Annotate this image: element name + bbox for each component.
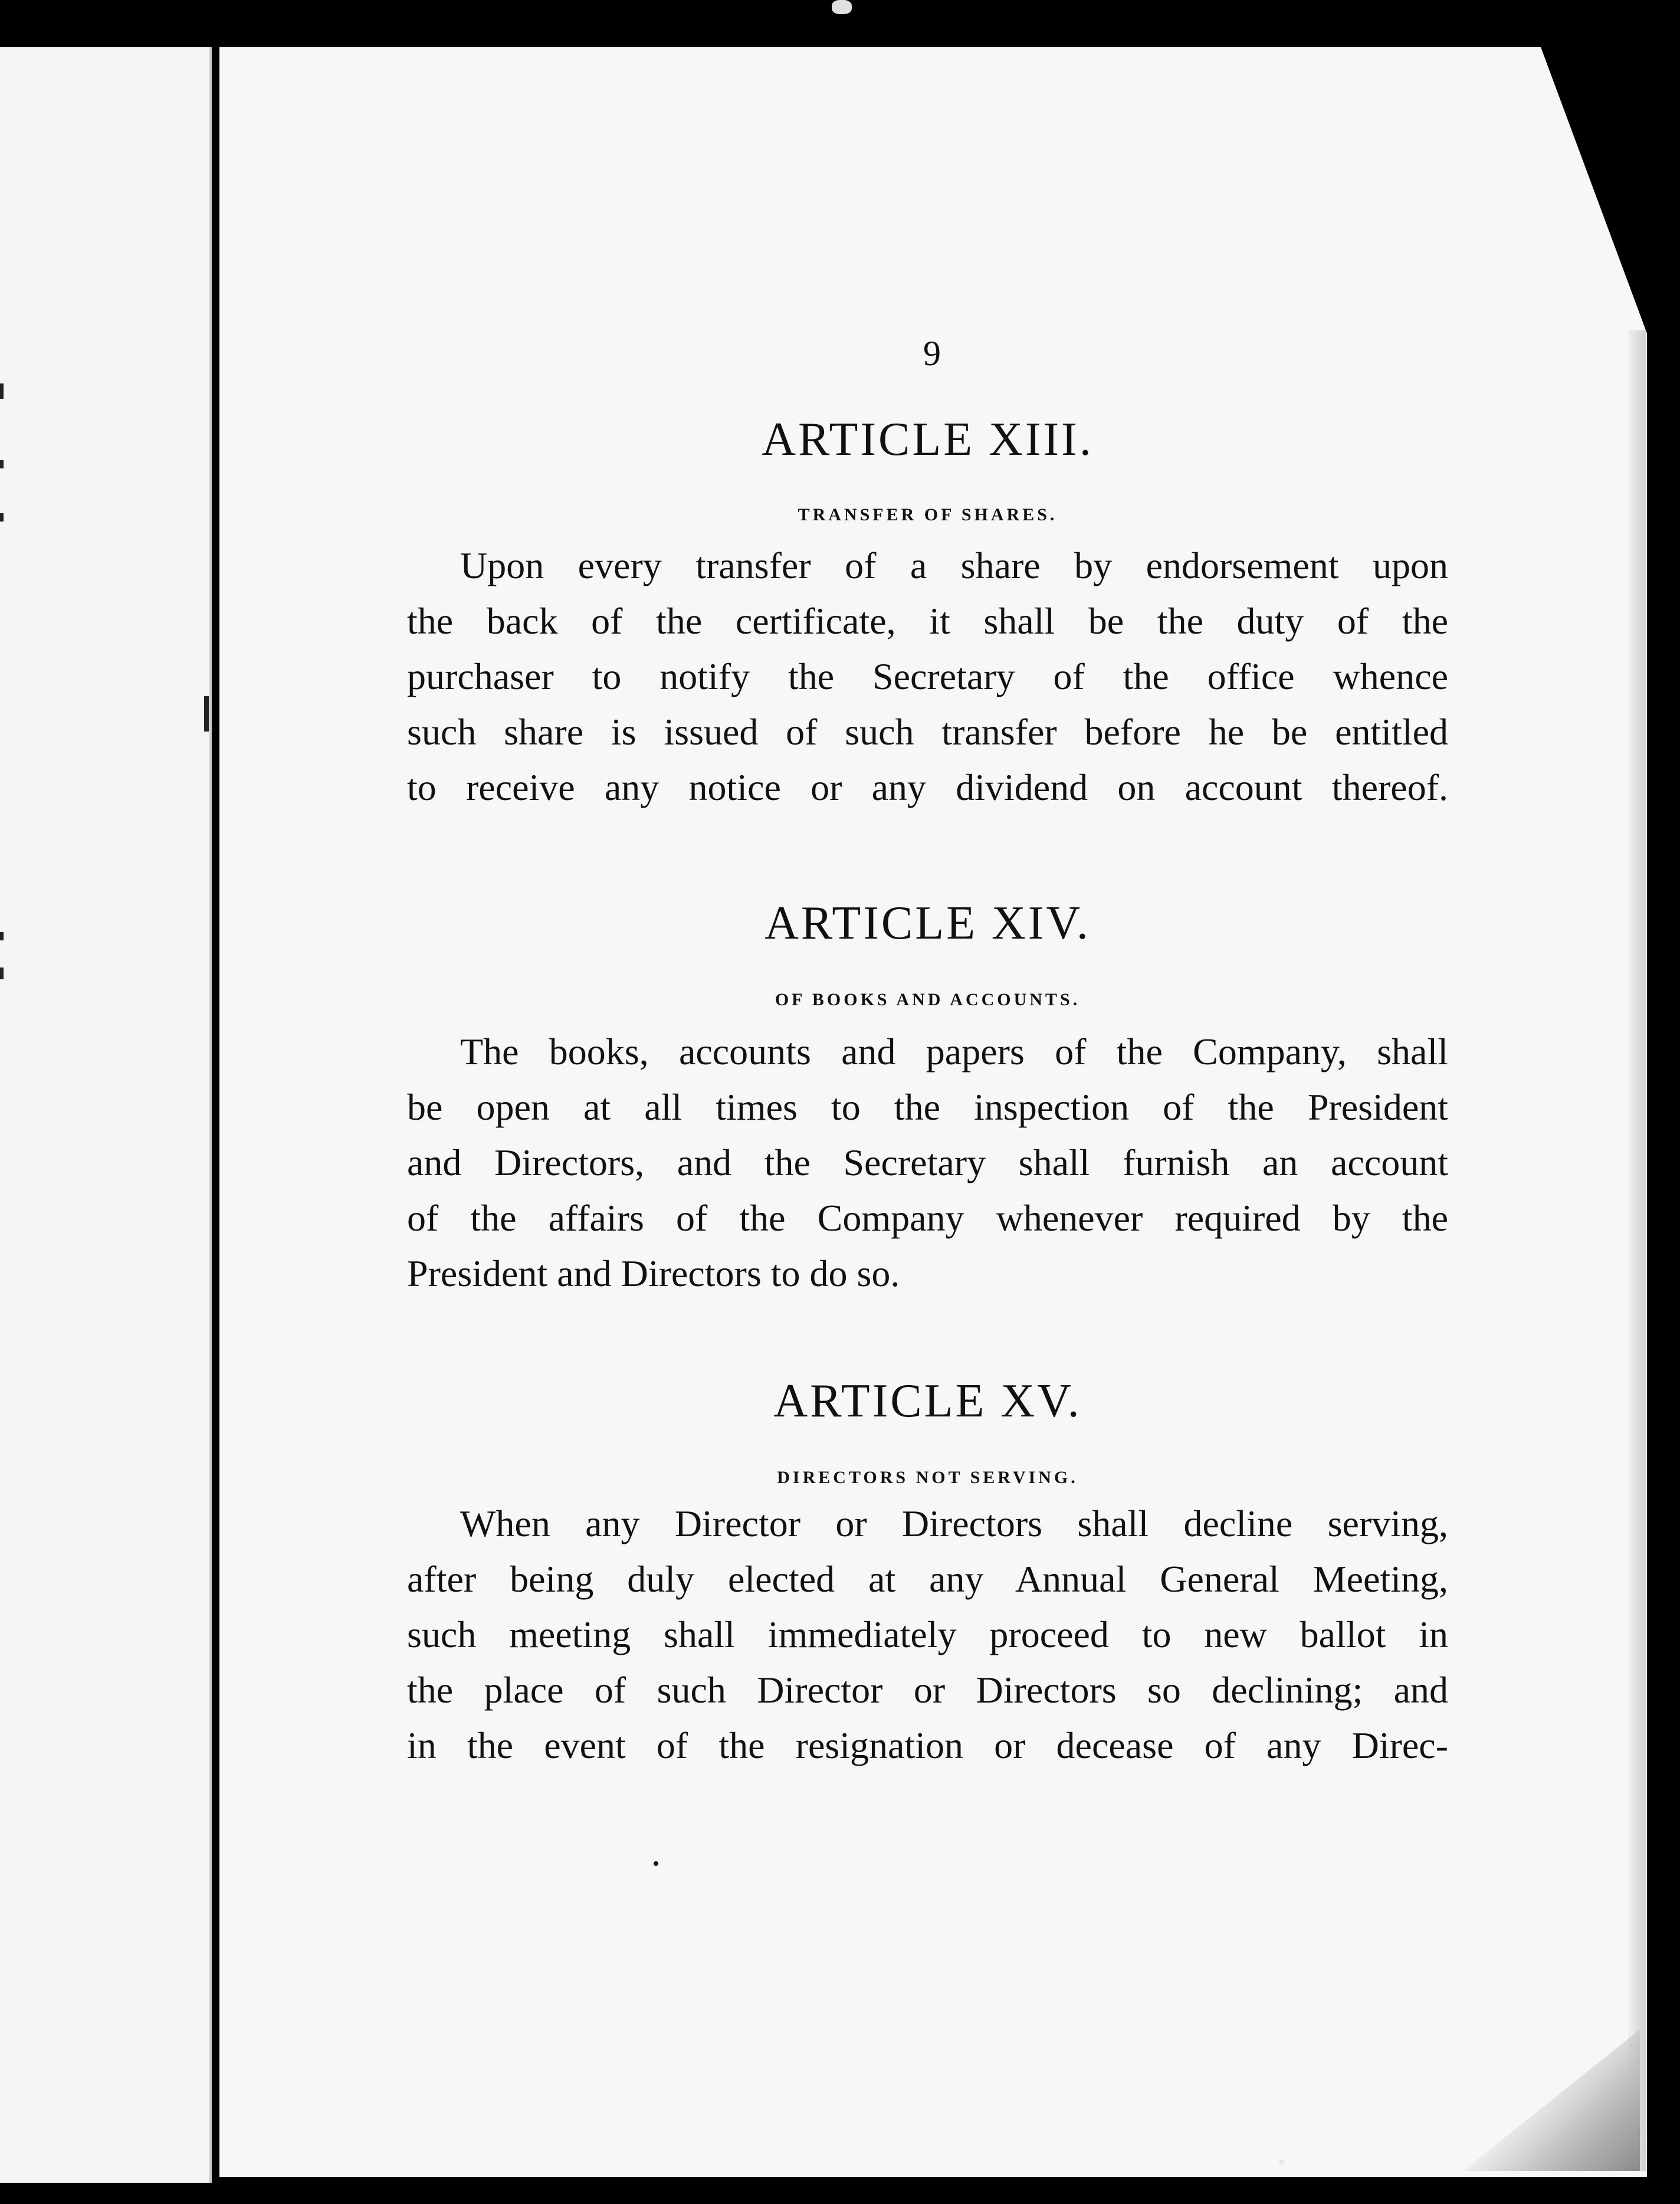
article-heading: ARTICLE XV.: [773, 1375, 1082, 1427]
article-body: [407, 1024, 1448, 1301]
facing-page-mark: [0, 932, 4, 940]
article-body-line: the back of the certificate, it shall be the duty of the: [407, 600, 1448, 642]
article-body-line: the place of such Director or Directors so declining; and: [407, 1669, 1448, 1711]
article-body-line: of the affairs of the Company whenever required by the: [407, 1197, 1448, 1239]
scan-speck: [832, 0, 852, 14]
article-body: [407, 538, 1448, 815]
article-body-line: When any Director or Directors shall decline serving,: [460, 1503, 1448, 1544]
facing-page: [0, 47, 212, 2183]
article-heading: ARTICLE XIV.: [764, 897, 1091, 949]
article-body-line: and Directors, and the Secretary shall furnish an account: [407, 1142, 1448, 1183]
article-body-line: be open at all times to the inspection of the President: [407, 1086, 1448, 1128]
scan-speck: [654, 1861, 658, 1866]
facing-page-mark: [0, 513, 4, 522]
article-body-line: The books, accounts and papers of the Company, shall: [460, 1031, 1448, 1073]
page-edge: [1628, 330, 1646, 2171]
article-body-line: to receive any notice or any dividend on account thereof.: [407, 766, 1448, 808]
article-body: [407, 1496, 1448, 1773]
article-body-line: such meeting shall immediately proceed to new ballot in: [407, 1613, 1448, 1655]
page-number: 9: [923, 334, 941, 373]
article-body-line: after being duly elected at any Annual General Meeting,: [407, 1558, 1448, 1600]
article-subheading: DIRECTORS NOT SERVING.: [777, 1468, 1078, 1487]
article-body-line: Upon every transfer of a share by endorsement upon: [460, 545, 1448, 586]
article-body-line: such share is issued of such transfer before he be entitled: [407, 711, 1448, 753]
article-body-line: in the event of the resignation or decease of any Direc-: [407, 1724, 1448, 1766]
facing-page-mark: [0, 383, 4, 399]
scan-speck: [1279, 2159, 1285, 2165]
facing-page-mark: [0, 460, 4, 468]
article-subheading: TRANSFER OF SHARES.: [798, 505, 1058, 524]
article-heading: ARTICLE XIII.: [762, 414, 1094, 465]
facing-page-mark: [204, 696, 209, 732]
article-subheading: OF BOOKS AND ACCOUNTS.: [775, 990, 1081, 1009]
article-body-line: President and Directors to do so.: [407, 1252, 900, 1294]
facing-page-mark: [0, 967, 4, 979]
article-body-line: purchaser to notify the Secretary of the office whence: [407, 655, 1448, 697]
